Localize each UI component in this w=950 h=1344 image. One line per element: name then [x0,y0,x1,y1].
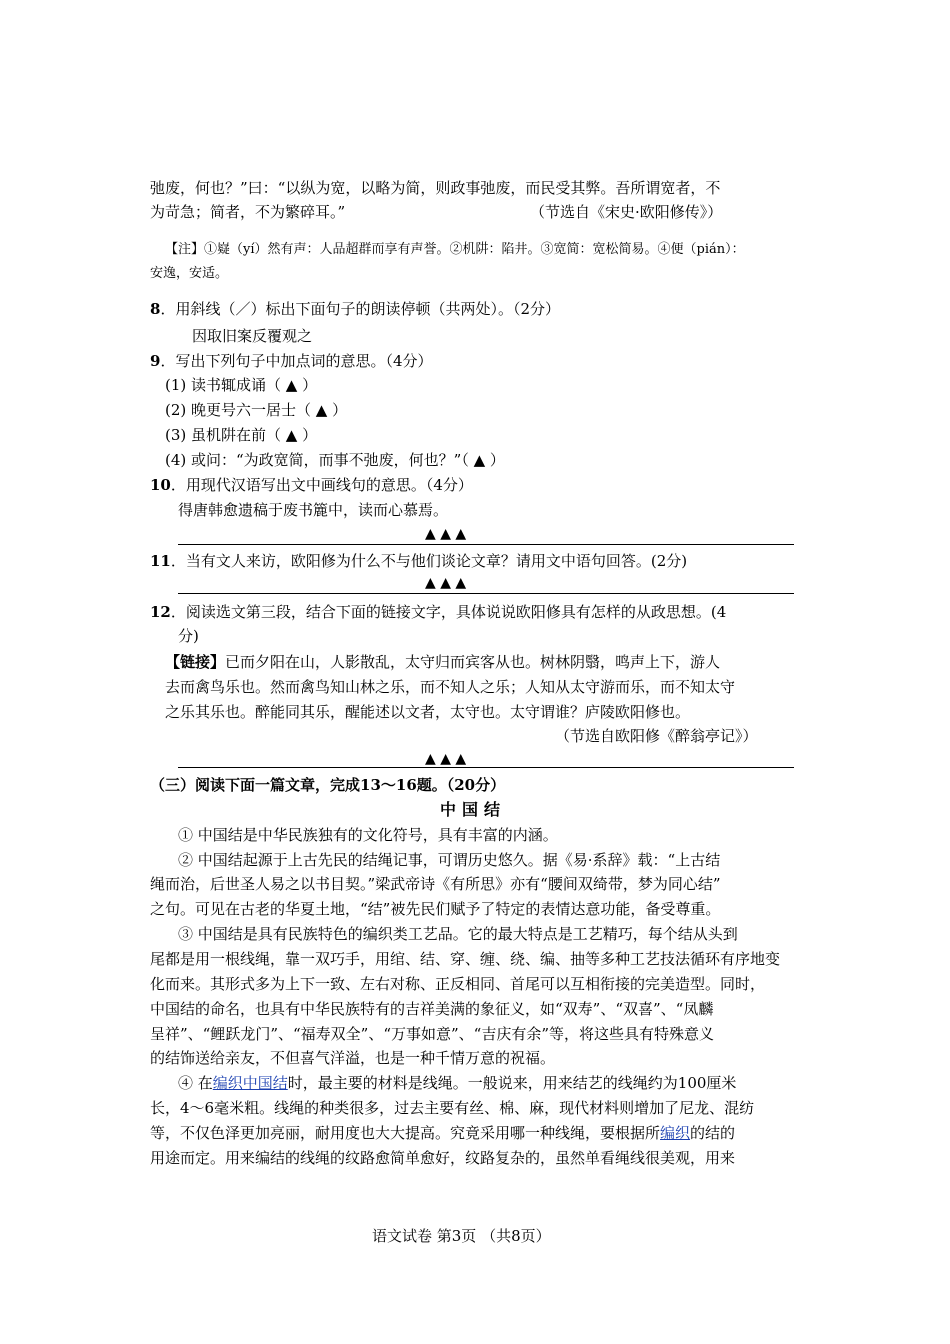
article-paragraph: ① 中国结是中华民族独有的文化符号，具有丰富的内涵。 [178,826,558,844]
page-footer: 语文试卷 第3页 （共8页） [372,1227,551,1245]
hyperlink-weave[interactable]: 编织 [660,1124,691,1142]
link-passage-line [165,650,720,674]
sub-question: (4) 或问：“为政宽简，而事不弛废，何也？”（ ▲ ） [165,451,505,469]
text-segment: 的结的 [690,1124,736,1142]
question-10 [150,473,473,497]
question-number: 11 [150,552,171,570]
article-line: 绳而治，后世圣人易之以书目契。”梁武帝诗《有所思》亦有“腰间双绮带，梦为同心结” [150,875,721,893]
passage-line: 弛废，何也？”曰：“以纵为宽，以略为简，则政事弛废，而民受其弊。吾所谓宽者，不 [150,179,721,197]
answer-line [178,593,794,594]
section-heading: （三）阅读下面一篇文章，完成13～16题。（20分） [150,776,506,794]
text-segment: 时，最主要的材料是线绳。一般说来，用来结艺的线绳约为100厘米 [287,1074,737,1092]
question-text: 分) [178,627,199,645]
answer-marks: ▲ ▲ ▲ [425,751,467,767]
article-line: 尾都是用一根线绳，靠一双巧手，用绾、结、穿、缠、绕、编、抽等多种工艺技法循环有序地变 [150,950,781,968]
article-line: 化而来。其形式多为上下一致、左右对称、正反相同、首尾可以互相衔接的完美造型。同时， [150,975,766,993]
answer-line [178,767,794,768]
question-text: ．写出下列句子中加点词的意思。（4分） [160,352,433,370]
question-number: 10 [150,476,171,494]
passage-line: 为苛急；简者，不为繁碎耳。” [150,203,346,221]
text-segment: ④ 在 [178,1074,213,1092]
answer-marks: ▲ ▲ ▲ [425,575,467,591]
sub-question: (1) 读书辄成诵（ ▲ ） [165,376,318,394]
article-line [150,1121,735,1145]
question-11 [150,549,687,573]
article-line: 之句。可见在古老的华夏土地，“结”被先民们赋予了特定的表情达意功能，备受尊重。 [150,900,721,918]
question-text: ．用斜线（／）标出下面句子的朗读停顿（共两处）。（2分） [160,300,560,318]
article-line: 中国结的命名，也具有中华民族特有的吉祥美满的象征义，如“双寿”、“双喜”、“凤麟 [150,1000,714,1018]
question-8 [150,297,560,321]
answer-marks: ▲ ▲ ▲ [425,526,467,542]
article-line: 长，4～6毫米粗。线绳的种类很多，过去主要有丝、棉、麻，现代材料则增加了尼龙、混纺 [150,1099,755,1117]
link-text: 已而夕阳在山，人影散乱，太守归而宾客从也。树林阴翳，鸣声上下，游人 [225,653,721,671]
question-9 [150,349,432,373]
article-line: ③ 中国结是具有民族特色的编织类工艺品。它的最大特点是工艺精巧，每个结从头到 [178,925,738,943]
article-title: 中国结 [440,800,507,819]
question-text: ．当有文人来访，欧阳修为什么不与他们谈论文章？请用文中语句回答。(2分) [170,552,688,570]
article-line: 呈祥”、“鲤跃龙门”、“福寿双全”、“万事如意”、“吉庆有余”等，将这些具有特殊意义 [150,1025,715,1043]
question-sentence: 因取旧案反覆观之 [192,327,313,345]
question-12 [150,600,726,624]
link-source: （节选自欧阳修《醉翁亭记》） [555,727,758,745]
annotation-note: 安逸，安适。 [150,266,229,281]
sub-question: (3) 虽机阱在前（ ▲ ） [165,426,318,444]
link-passage-line: 之乐其乐也。醉能同其乐，醒能述以文者，太守也。太守谓谁？庐陵欧阳修也。 [165,703,691,721]
question-number: 12 [150,603,171,621]
question-text: ．用现代汉语写出文中画线句的意思。（4分） [170,476,473,494]
answer-line [178,544,794,545]
question-sentence: 得唐韩愈遗稿于废书簏中，读而心慕焉。 [178,501,449,519]
passage-source: （节选自《宋史·欧阳修传》） [530,203,723,221]
sub-question: (2) 晚更号六一居士（ ▲ ） [165,401,348,419]
link-label: 【链接】 [165,653,226,671]
question-text: ．阅读选文第三段，结合下面的链接文字，具体说说欧阳修具有怎样的从政思想。(4 [170,603,727,621]
article-line [178,1071,736,1095]
text-segment: 等，不仅色泽更加亮丽，耐用度也大大提高。究竟采用哪一种线绳，要根据所 [150,1124,661,1142]
annotation-note: 【注】①嶷（yí）然有声：人品超群而享有声誉。②机阱：陷井。③宽简：宽松简易。④便（pián）： [165,242,745,257]
link-passage-line: 去而禽鸟乐也。然而禽鸟知山林之乐，而不知人之乐；人知从太守游而乐，而不知太守 [165,678,736,696]
hyperlink-weave-knot[interactable]: 编织中国结 [212,1074,288,1092]
article-line: 用途而定。用来编结的线绳的纹路愈简单愈好，纹路复杂的，虽然单看绳线很美观，用来 [150,1149,736,1167]
question-number: 9 [150,352,161,370]
question-number: 8 [150,300,161,318]
article-line: 的结饰送给亲友，不但喜气洋溢，也是一种千情万意的祝福。 [150,1049,556,1067]
article-line: ② 中国结起源于上古先民的结绳记事，可谓历史悠久。据《易·系辞》载：“上古结 [178,851,721,869]
